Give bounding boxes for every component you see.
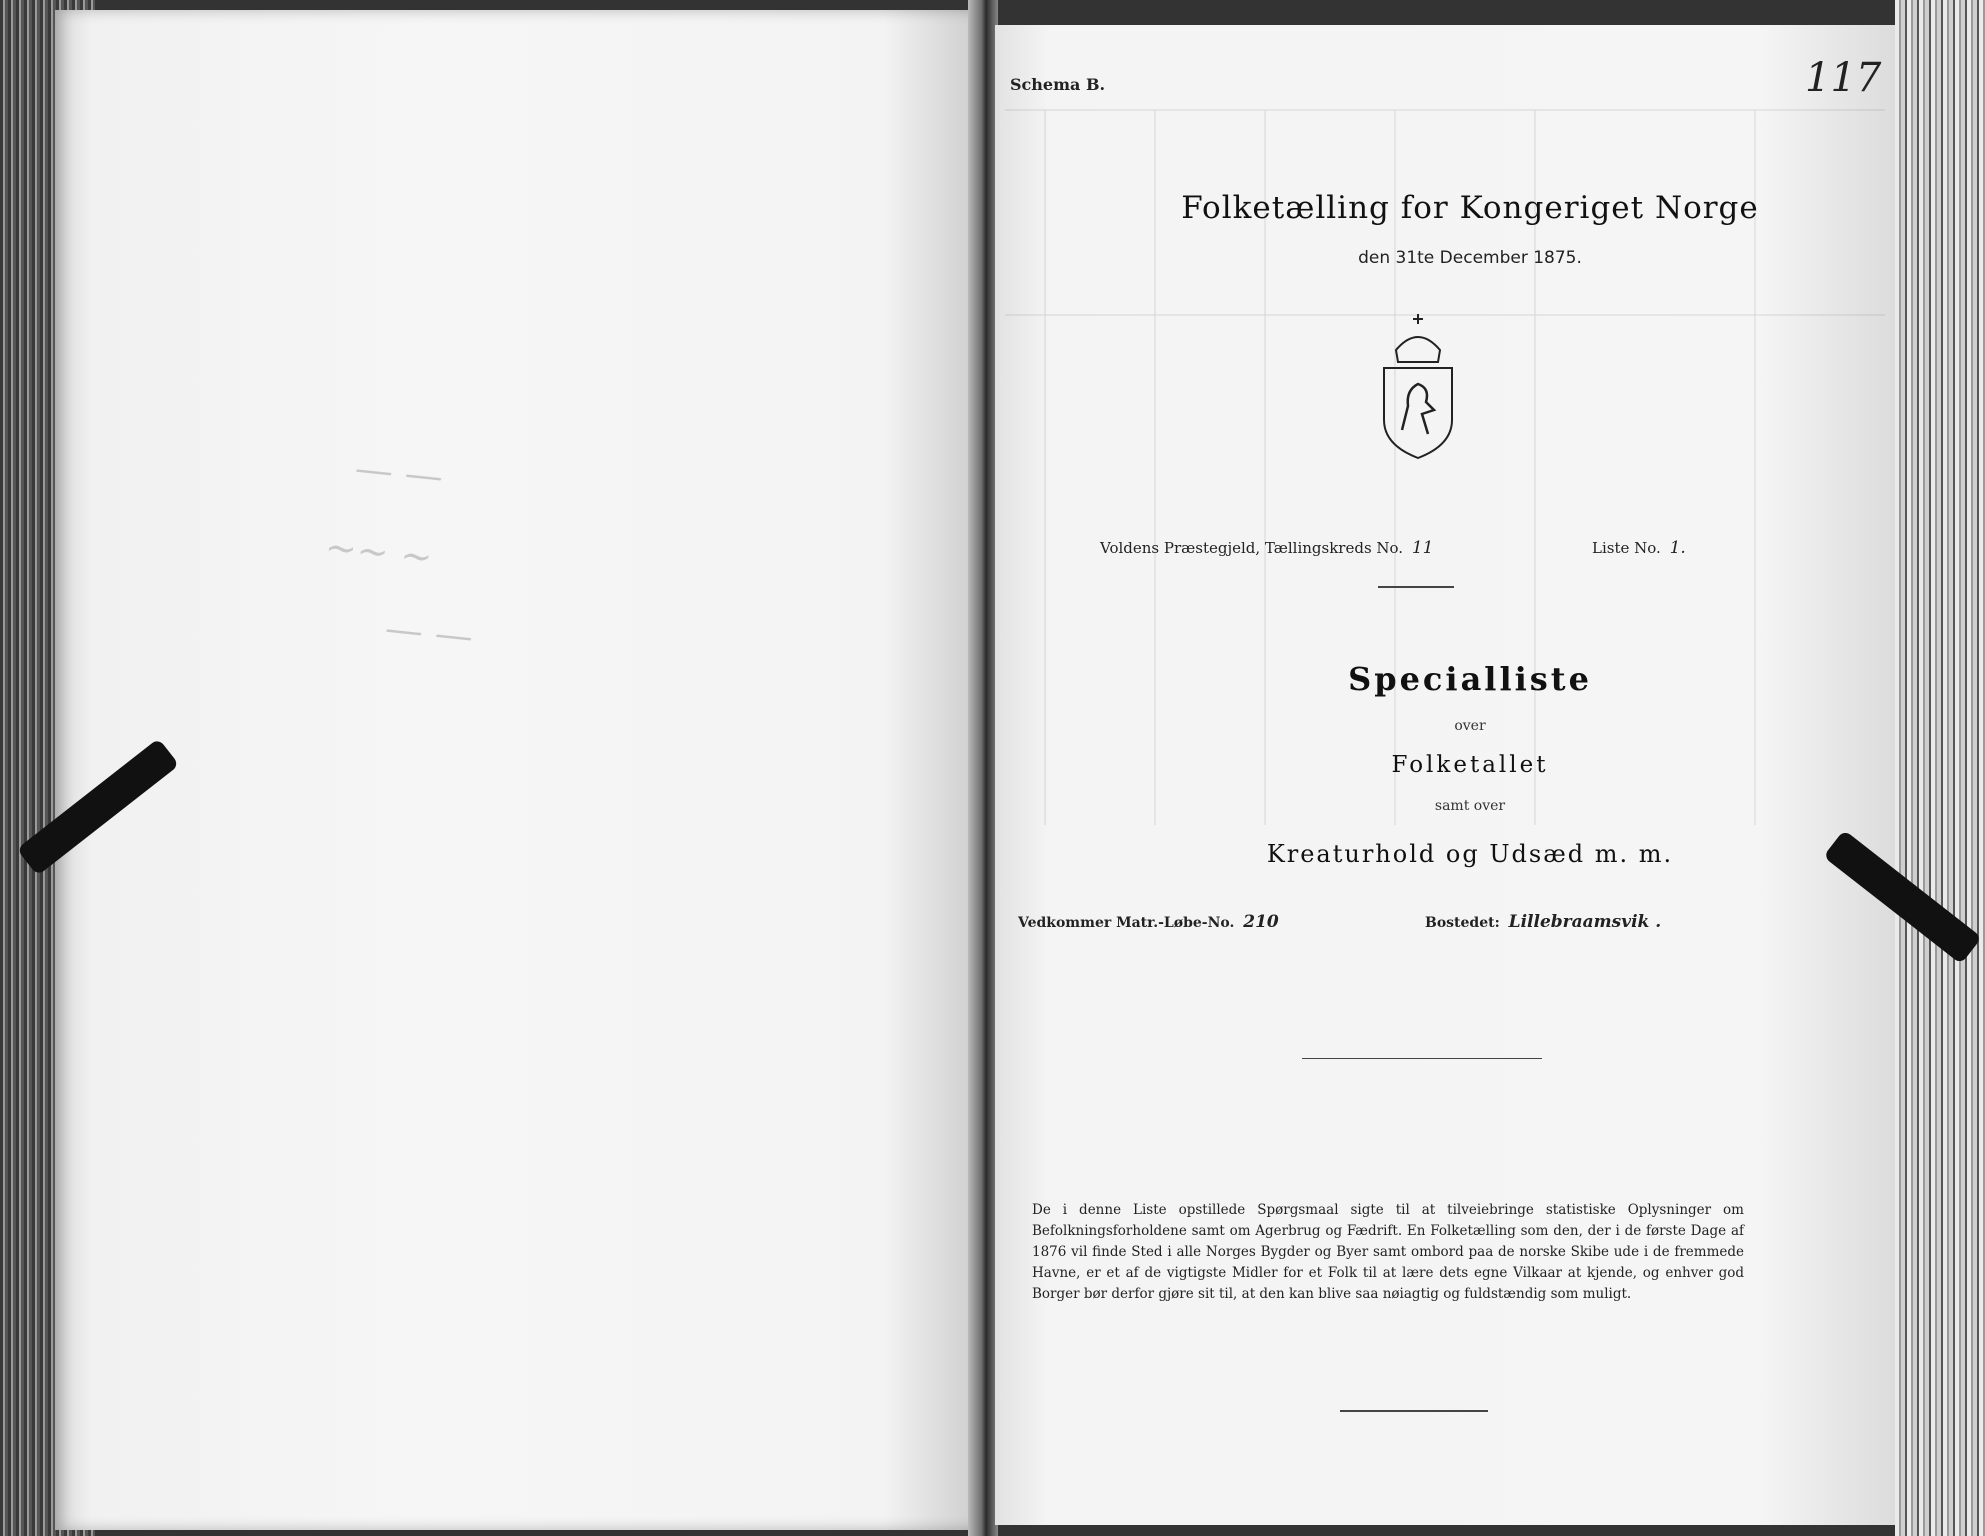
book-gutter: [968, 0, 998, 1536]
divider-rule: [1302, 1058, 1542, 1059]
matrikkel-line: [1018, 912, 1285, 932]
residence-value: Lillebraamsvik .: [1508, 912, 1662, 932]
parish-district-line: [1100, 538, 1440, 558]
divider-rule: [1340, 1410, 1488, 1412]
residence-line: [1425, 912, 1667, 932]
list-number-line: [1592, 538, 1692, 558]
subject-livestock: Kreaturhold og Udsæd m. m.: [1266, 840, 1674, 868]
document-title: Folketælling for Kongeriget Norge: [1181, 190, 1759, 226]
coat-of-arms-icon: [1378, 310, 1458, 460]
parish-label: Voldens Præstegjeld, Tællingskreds No.: [1100, 539, 1404, 557]
matrikkel-number: 210: [1243, 912, 1279, 932]
left-page-blank: [55, 10, 975, 1530]
bleed-through-mark: — —: [382, 605, 476, 659]
subject-population: Folketallet: [1391, 752, 1549, 778]
schema-label: Schema B.: [1010, 75, 1106, 94]
list-heading: Specialliste: [1348, 660, 1592, 698]
divider-rule: [1378, 586, 1454, 588]
page-number: 117: [1805, 55, 1882, 101]
connector-text: samt over: [1434, 798, 1506, 814]
connector-text: over: [1454, 718, 1486, 734]
notice-paragraph: De i denne Liste opstillede Spørgsmaal sigte til at tilveiebringe statistiske Oplysninger om Befolkningsforholdene samt om Agerbrug og Fædrift. En Folketælling som den, der i de første Dage af 1876 vil finde Sted i alle Norges Bygder og Byer samt ombord paa de norske Skibe ude i de fremmede Havne, er et af de vigtigste Midler for et Folk til at lære dets egne Vilkaar at kjende, og enhver god Borger bør derfor gjøre sit til, at den kan blive saa nøiagtig og fuldstændig som muligt.: [1032, 1202, 1744, 1302]
list-number: 1.: [1669, 538, 1686, 558]
matrikkel-label: Vedkommer Matr.-Løbe-No.: [1018, 915, 1235, 931]
district-number: 11: [1411, 538, 1434, 558]
census-date: den 31te December 1875.: [1358, 248, 1582, 268]
residence-label: Bostedet:: [1425, 915, 1500, 931]
bleed-through-mark: — —: [352, 445, 446, 499]
list-label: Liste No.: [1592, 539, 1661, 557]
bleed-through-mark: ~~ ~: [322, 524, 435, 580]
